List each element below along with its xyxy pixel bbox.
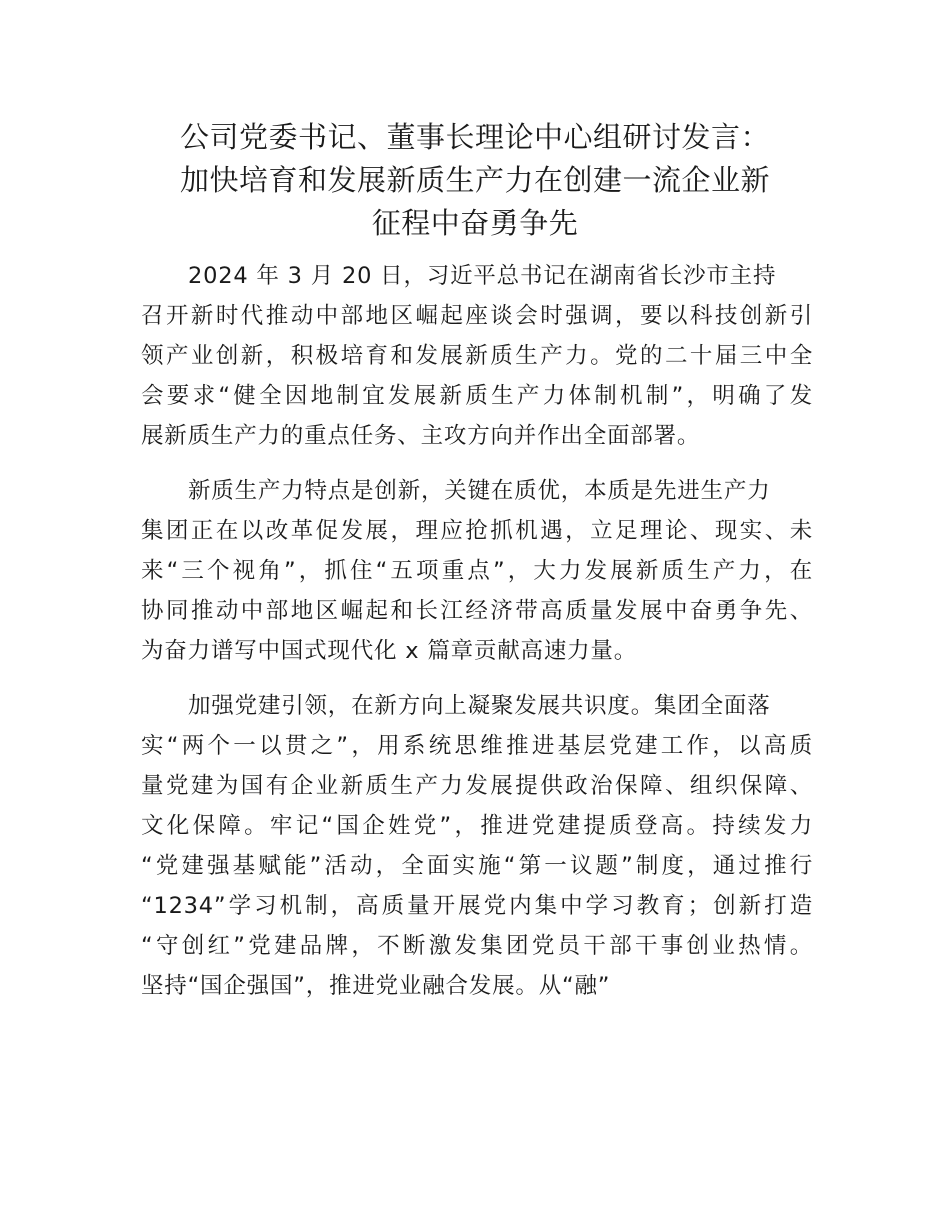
paragraph-line: “守创红”党建品牌，不断激发集团党员干部干事创业热情。 — [141, 933, 813, 959]
document-body — [141, 256, 813, 1021]
paragraph-line: 量党建为国有企业新质生产力发展提供政治保障、组织保障、 — [141, 773, 813, 799]
paragraph-1 — [141, 256, 813, 456]
paragraph-line: 召开新时代推动中部地区崛起座谈会时强调，要以科技创新引 — [141, 303, 813, 329]
paragraph-line: 会要求“健全因地制宜发展新质生产力体制机制”，明确了发 — [141, 383, 813, 409]
paragraph-line: 实“两个一以贯之”，用系统思维推进基层党建工作，以高质 — [141, 733, 813, 759]
paragraph-line: 来“三个视角”，抓住“五项重点”，大力发展新质生产力，在 — [141, 558, 813, 584]
paragraph-line: 为奋力谱写中国式现代化 x 篇章贡献高速力量。 — [141, 638, 638, 664]
paragraph-line: 坚持“国企强国”，推进党业融合发展。从“融” — [141, 973, 611, 999]
paragraph-line: 文化保障。牢记“国企姓党”，推进党建提质登高。持续发力 — [141, 813, 813, 839]
paragraph-line: 集团正在以改革促发展，理应抢抓机遇，立足理论、现实、未 — [141, 518, 813, 544]
paragraph-line: “1234”学习机制，高质量开展党内集中学习教育；创新打造 — [141, 893, 813, 919]
paragraph-line: “党建强基赋能”活动，全面实施“第一议题”制度，通过推行 — [141, 853, 813, 879]
paragraph-line: 新质生产力特点是创新，关键在质优，本质是先进生产力 — [188, 478, 771, 504]
paragraph-line: 协同推动中部地区崛起和长江经济带高质量发展中奋勇争先、 — [141, 598, 813, 624]
document-title — [120, 116, 830, 245]
paragraph-line: 展新质生产力的重点任务、主攻方向并作出全面部署。 — [141, 423, 701, 449]
paragraph-line: 领产业创新，积极培育和发展新质生产力。党的二十届三中全 — [141, 343, 813, 369]
paragraph-3 — [141, 686, 813, 1006]
title-line: 加快培育和发展新质生产力在创建一流企业新 — [179, 163, 770, 197]
paragraph-line: 加强党建引领，在新方向上凝聚发展共识度。集团全面落 — [188, 693, 771, 719]
paragraph-2 — [141, 471, 813, 671]
title-line: 公司党委书记、董事长理论中心组研讨发言： — [179, 120, 770, 154]
paragraph-line: 2024 年 3 月 20 日，习近平总书记在湖南省长沙市主持 — [188, 263, 777, 289]
title-line: 征程中奋勇争先 — [371, 206, 579, 240]
